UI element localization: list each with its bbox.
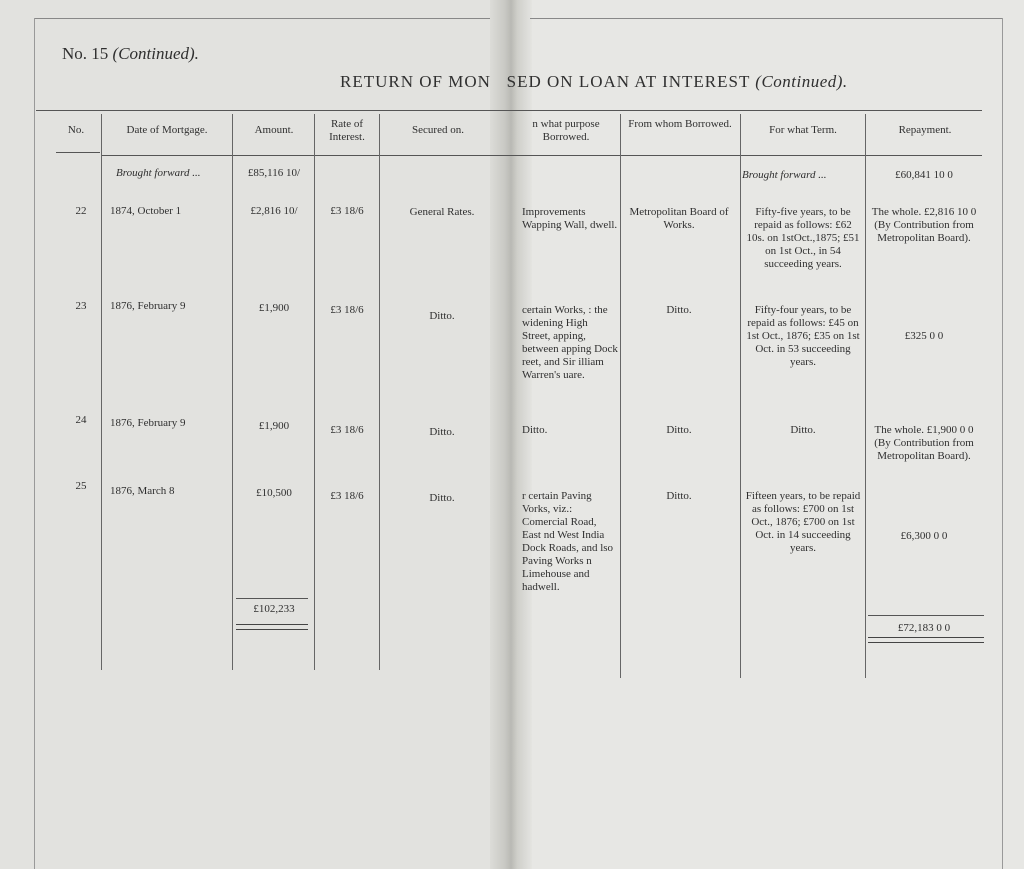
header-rule-no <box>56 152 100 153</box>
brought-forward-label: Brought forward ... <box>116 167 201 179</box>
row-term: Ditto. <box>790 424 816 436</box>
document-number <box>62 44 199 64</box>
col-line-7 <box>740 114 741 678</box>
row-rate: £3 18/6 <box>330 424 364 436</box>
row-purpose: r certain Paving Vorks, viz.: Comercial Road, East nd West India Dock Roads, and lso Paving Works n Limehouse and hadwell. <box>522 490 614 593</box>
repayment-double-rule <box>868 637 984 643</box>
row-whom: Ditto. <box>666 304 692 316</box>
row-whom: Metropolitan Board of Works. <box>629 206 729 231</box>
col-header-date: Date of Mortgage. <box>126 124 208 136</box>
row-amount: £10,500 <box>256 487 292 499</box>
col-header-term: For what Term. <box>769 124 837 136</box>
row-date: 1876, February 9 <box>110 417 186 429</box>
row-term: Fifty-five years, to be repaid as follows: £62 10s. on 1stOct.,1875; £51 on 1st Oct., in 54 succeeding years. <box>746 206 860 270</box>
row-purpose: Improvements Wapping Wall, dwell. <box>522 206 618 231</box>
row-secured: Ditto. <box>429 310 455 322</box>
row-rate: £3 18/6 <box>330 490 364 502</box>
page-edge-top-left <box>34 18 490 19</box>
title-continued: (Continued). <box>755 72 848 91</box>
row-secured: Ditto. <box>429 426 455 438</box>
col-header-repayment: Repayment. <box>898 124 952 136</box>
row-date: 1876, March 8 <box>110 485 175 497</box>
row-purpose: certain Works, : the widening High Street, apping, between apping Dock reet, and Sir illiam Warren's uare. <box>522 304 618 381</box>
col-line-3 <box>314 114 315 670</box>
row-term: Fifty-four years, to be repaid as follows: £45 on 1st Oct., 1876; £35 on 1st Oct. in 53 succeeding years. <box>746 304 860 368</box>
page-edge-top-right <box>530 18 1002 19</box>
page-edge-right <box>1002 18 1003 869</box>
row-repayment: The whole. £1,900 0 0 (By Contribution from Metropolitan Board). <box>874 424 974 462</box>
row-no: 23 <box>75 300 87 312</box>
brought-forward-amount: £85,116 10/ <box>247 167 301 179</box>
number-label: No. 15 <box>62 44 109 63</box>
row-secured: General Rates. <box>409 206 475 218</box>
col-line-8 <box>865 114 866 678</box>
header-rule <box>102 155 982 156</box>
amount-double-rule <box>236 624 308 630</box>
row-rate: £3 18/6 <box>330 304 364 316</box>
col-header-no: No. <box>67 124 85 136</box>
row-no: 24 <box>75 414 87 426</box>
row-repayment: The whole. £2,816 10 0 (By Contribution from Metropolitan Board). <box>871 206 977 244</box>
col-header-whom: From whom Borrowed. <box>628 118 732 130</box>
row-no: 22 <box>75 205 87 217</box>
row-whom: Ditto. <box>666 424 692 436</box>
row-no: 25 <box>75 480 87 492</box>
col-line-4 <box>379 114 380 670</box>
table-top-rule <box>36 110 982 111</box>
amount-sum-rule <box>236 598 308 599</box>
col-header-amount: Amount. <box>254 124 294 136</box>
col-header-secured: Secured on. <box>412 124 464 136</box>
col-line-6 <box>620 114 621 678</box>
row-date: 1876, February 9 <box>110 300 186 312</box>
total-repayment: £72,183 0 0 <box>897 622 951 634</box>
page-edge-left <box>34 18 35 869</box>
row-term: Fifteen years, to be repaid as follows: £700 on 1st Oct., 1876; £700 on 1st Oct. in 14 succeeding years. <box>745 490 861 554</box>
row-secured: Ditto. <box>429 492 455 504</box>
row-whom: Ditto. <box>666 490 692 502</box>
brought-forward-term-label: Brought forward ... <box>742 169 827 181</box>
row-amount: £2,816 10/ <box>250 205 298 217</box>
row-repayment: £6,300 0 0 <box>900 530 948 542</box>
row-amount: £1,900 <box>258 420 290 432</box>
title-main: RETURN OF MON SED ON LOAN AT INTEREST <box>340 72 751 91</box>
document-title <box>340 72 848 92</box>
row-date: 1874, October 1 <box>110 205 182 217</box>
total-amount: £102,233 <box>253 603 295 615</box>
brought-forward-repayment: £60,841 10 0 <box>895 169 953 181</box>
repayment-sum-rule <box>868 615 984 616</box>
col-line-2 <box>232 114 233 670</box>
col-line-1 <box>101 114 102 670</box>
col-header-purpose: n what purpose Borrowed. <box>532 118 600 143</box>
row-repayment: £325 0 0 <box>904 330 944 342</box>
continued-label: (Continued). <box>112 44 199 63</box>
row-rate: £3 18/6 <box>330 205 364 217</box>
row-amount: £1,900 <box>258 302 290 314</box>
row-purpose: Ditto. <box>522 424 548 436</box>
col-header-rate: Rate of Interest. <box>329 118 365 143</box>
